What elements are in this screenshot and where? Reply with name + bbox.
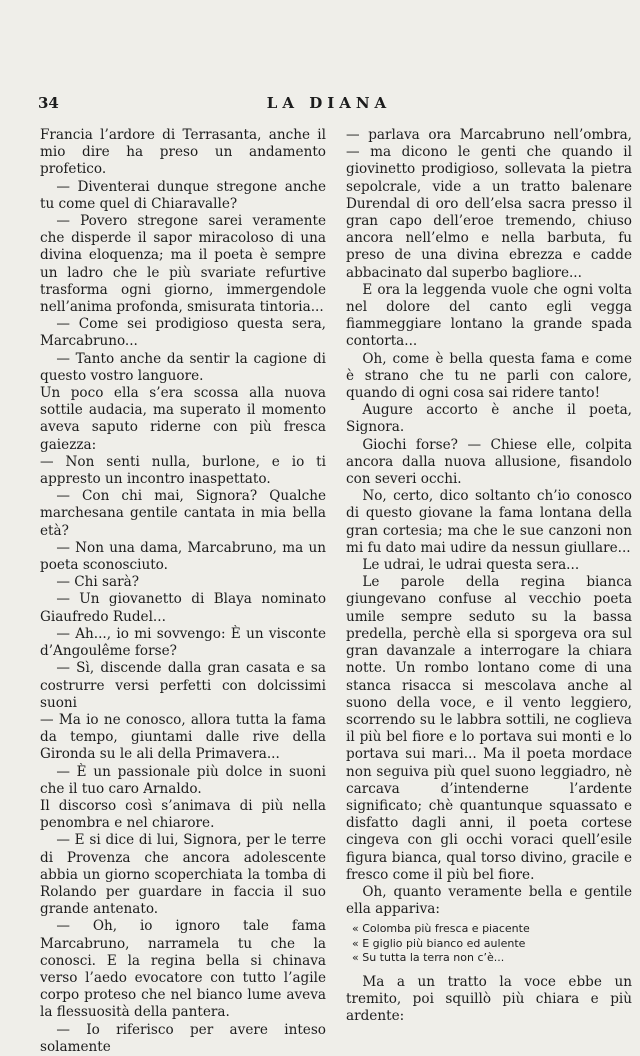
paragraph: Le udrai, le udrai questa sera... xyxy=(362,557,580,574)
paragraph: — Sì, discende dalla gran casata e sa costrurre versi perfetti con dolcissimi suoni xyxy=(40,660,326,711)
paragraph: — Non una dama, Marcabruno, ma un poeta sconosciuto. xyxy=(40,539,326,574)
running-title: LA DIANA xyxy=(266,94,392,112)
right-column xyxy=(346,127,632,1025)
paragraph: — Povero stregone sarei veramente che disperde il sapor miracoloso di una divina eloquenza; ma il poeta è sempre un ladro che le più svariate refurtive trasforma ogni giorno, immergendole nell’anima profonda, smisurata tintoria... xyxy=(40,213,326,316)
paragraph: Oh, quanto veramente bella e gentile ella appariva: xyxy=(346,883,632,918)
paragraph: Giochi forse? — Chiese elle, colpita ancora dalla nuova allusione, fisandolo con severi occhi. xyxy=(346,436,632,488)
paragraph: — Come sei prodigioso questa sera, Marcabruno... xyxy=(40,316,326,350)
paragraph: — È un passionale più dolce in suoni che il tuo caro Arnaldo. xyxy=(40,763,326,797)
paragraph: — Non senti nulla, burlone, e io ti appresto un incontro inaspettato. xyxy=(40,453,326,488)
paragraph: No, certo, dico soltanto ch’io conosco di questo giovane la fama lontana della gran cortesia; ma che le sue canzoni non mi fu dato mai udire da nessun giullare... xyxy=(346,488,632,556)
paragraph: E ora la leggenda vuole che ogni volta nel dolore del canto egli vegga fiammeggiare lontano la grande spada contorta... xyxy=(346,281,632,350)
paragraph: — Un giovanetto di Blaya nominato Giaufredo Rudel... xyxy=(40,591,326,625)
paragraph: Un poco ella s’era scossa alla nuova sottile audacia, ma superato il momento aveva saputo riderne con più fresca gaiezza: xyxy=(40,385,326,453)
paragraph: Augure accorto è anche il poeta, Signora. xyxy=(346,402,632,436)
paragraph: — Tanto anche da sentir la cagione di questo vostro languore. xyxy=(40,350,326,384)
paragraph: — Chi sarà? xyxy=(56,574,140,591)
verse-line: « E giglio più bianco ed aulente xyxy=(352,936,526,950)
page-number: 34 xyxy=(38,94,59,112)
paragraph: Ma a un tratto la voce ebbe un tremito, poi squillò più chiara e più ardente: xyxy=(346,973,632,1025)
verse-quote xyxy=(352,922,632,966)
paragraph: — Ma io ne conosco, allora tutta la fama da tempo, giuntami dalle rive della Gironda su le ali della Primavera... xyxy=(40,711,326,763)
page-header xyxy=(38,94,620,116)
paragraph: Le parole della regina bianca giungevano confuse al vecchio poeta umile sempre seduto su la bassa predella, perchè ella si sporgeva ora sul gran davanzale a interrogare la chiara notte. Un rombo lontano come di una stanca risacca si mescolava anche al suono della voce, e il vento leggiero, scorrendo su le labbra sottili, ne coglieva il più bel fiore e lo portava sui monti e lo portava sui mari... Ma il poeta mordace non seguiva più quel suono leggiadro, nè carcava d’intenderne l’ardente significato; chè quantunque squassato e disfatto dagli anni, il poeta cortese cingeva con gli occhi voraci quell’esile figura bianca, qual torso divino, gracile e fresco come il più bel fiore. xyxy=(346,574,632,883)
paragraph: — Io riferisco per avere inteso solamente xyxy=(40,1021,326,1055)
left-column xyxy=(40,127,326,1055)
paragraph: Oh, come è bella questa fama e come è strano che tu ne parli con calore, quando di ogni cosa sai ridere tanto! xyxy=(346,350,632,402)
paragraph: — E si dice di lui, Signora, per le terre di Provenza che ancora adolescente abbia un giorno scoperchiata la tomba di Rolando per guardare in faccia il suo grande antenato. xyxy=(40,832,326,918)
paragraph: — parlava ora Marcabruno nell’ombra, — ma dicono le genti che quando il giovinetto prodigioso, sollevata la pietra sepolcrale, vide a un tratto balenare Durendal di oro dell’elsa sacra presso il gran capo dell’eroe tremendo, chiuso ancora nell’elmo e nella barbuta, fu preso de una divina ebrezza e cadde abbacinato dal superbo bagliore... xyxy=(346,127,632,281)
verse-line: « Su tutta la terra non c’è... xyxy=(352,951,505,965)
paragraph: — Diventerai dunque stregone anche tu come quel di Chiaravalle? xyxy=(40,178,326,212)
paragraph: Il discorso così s’animava di più nella penombra e nel chiarore. xyxy=(40,797,326,832)
verse-line: « Colomba più fresca e piacente xyxy=(352,922,530,936)
paragraph: Francia l’ardore di Terrasanta, anche il mio dire ha preso un andamento profetico. xyxy=(40,127,326,178)
paragraph: — Con chi mai, Signora? Qualche marchesana gentile cantata in mia bella età? xyxy=(40,488,326,539)
paragraph: — Ah..., io mi sovvengo: È un visconte d’Angoulême forse? xyxy=(40,625,326,660)
paragraph: — Oh, io ignoro tale fama Marcabruno, narramela tu che la conosci. E la regina bella si chinava verso l’aedo evocatore con tutto l’agile corpo proteso che nel bianco lume aveva la flessuosità della pantera. xyxy=(40,918,326,1021)
